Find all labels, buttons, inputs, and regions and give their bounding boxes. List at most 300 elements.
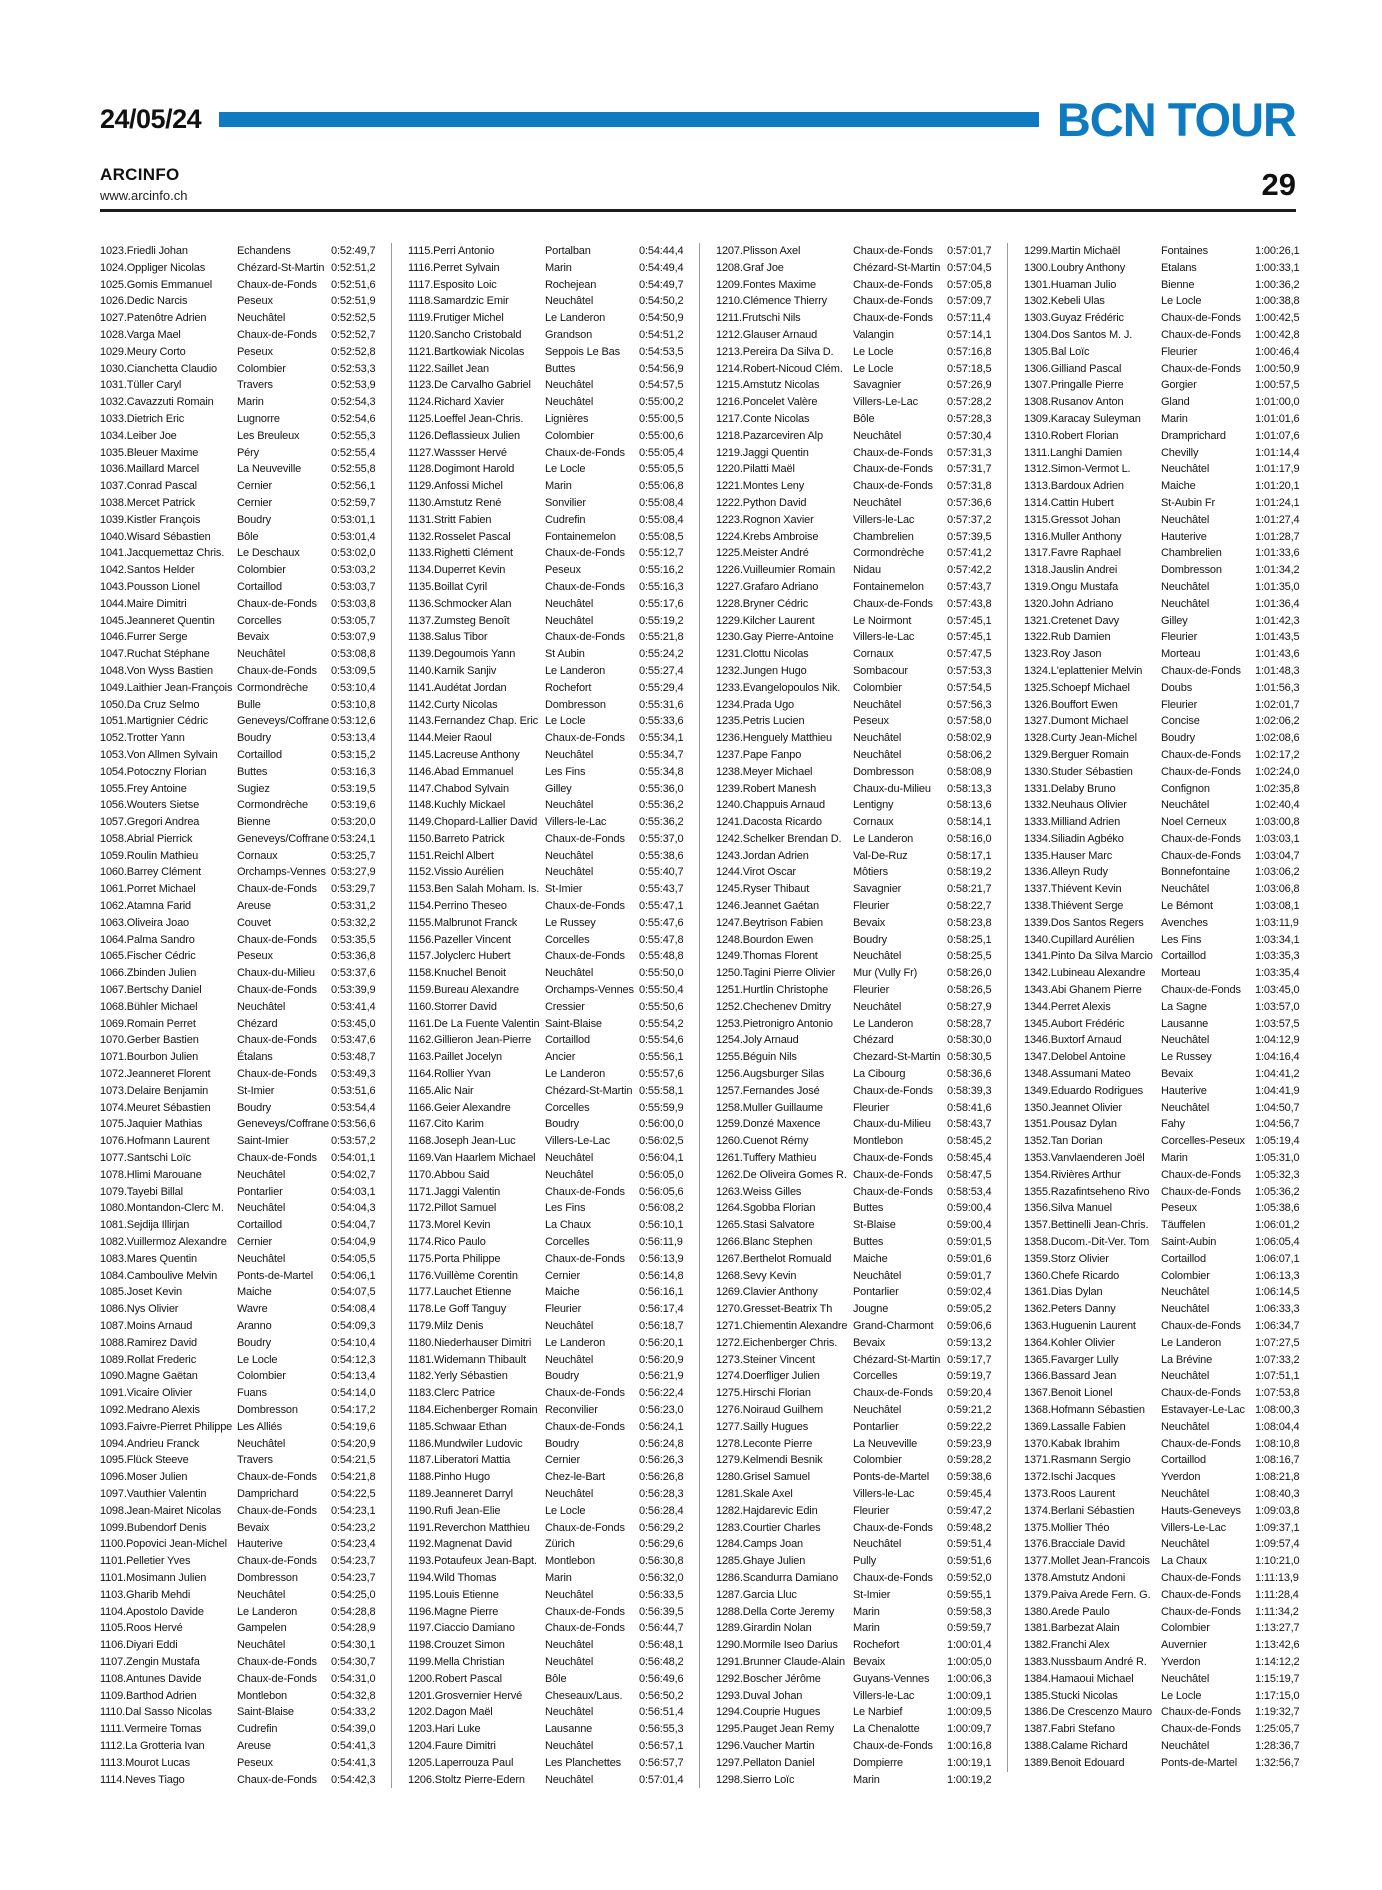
result-location: Saint-Aubin	[1161, 1236, 1217, 1249]
result-row	[100, 411, 383, 428]
result-row	[1024, 1167, 1307, 1184]
result-location: Chaux-de-Fonds	[1161, 1437, 1241, 1450]
result-time: 0:54:49,7	[639, 278, 684, 291]
result-time: 1:00:16,8	[947, 1739, 992, 1752]
result-location: Neuchâtel	[545, 1706, 594, 1719]
result-time: 0:55:43,7	[639, 883, 684, 896]
result-row	[408, 310, 691, 327]
result-location: Cudrefin	[237, 1723, 278, 1736]
result-row	[1024, 613, 1307, 630]
result-row	[100, 982, 383, 999]
result-rank-name: 1089.Rollat Frederic	[100, 1353, 197, 1366]
result-row	[1024, 1570, 1307, 1587]
result-rank-name: 1347.Delobel Antoine	[1024, 1051, 1126, 1064]
result-row	[408, 646, 691, 663]
result-row	[100, 1385, 383, 1402]
result-rank-name: 1337.Thiévent Kevin	[1024, 883, 1122, 896]
result-time: 1:17:15,0	[1255, 1689, 1300, 1702]
result-location: Neuchâtel	[853, 748, 902, 761]
result-time: 0:52:56,1	[331, 480, 376, 493]
result-time: 0:58:28,7	[947, 1017, 992, 1030]
result-rank-name: 1309.Karacay Suleyman	[1024, 412, 1141, 425]
result-rank-name: 1355.Razafintseheno Rivo	[1024, 1185, 1150, 1198]
result-location: Grandson	[545, 328, 593, 341]
result-rank-name: 1330.Studer Sébastien	[1024, 765, 1133, 778]
result-row	[100, 277, 383, 294]
result-time: 1:06:01,2	[1255, 1219, 1300, 1232]
result-row	[716, 1352, 999, 1369]
result-location: Neuchâtel	[1161, 1034, 1210, 1047]
result-location: Fontaines	[1161, 245, 1208, 257]
result-location: Chaux-de-Fonds	[1161, 1320, 1241, 1332]
result-time: 0:57:28,2	[947, 396, 992, 409]
result-rank-name: 1266.Blanc Stephen	[716, 1236, 813, 1249]
result-time: 0:59:51,6	[947, 1555, 992, 1568]
result-time: 0:53:05,7	[331, 614, 376, 627]
result-location: Le Locle	[853, 345, 894, 358]
result-location: Maiche	[853, 1252, 888, 1265]
result-rank-name: 1116.Perret Sylvain	[408, 261, 500, 274]
result-rank-name: 1374.Berlani Sébastien	[1024, 1504, 1135, 1517]
result-rank-name: 1149.Chopard-Lallier David	[408, 816, 538, 829]
result-location: Chaux-de-Fonds	[237, 1152, 317, 1165]
result-time: 1:01:20,1	[1255, 480, 1300, 493]
result-time: 1:25:05,7	[1255, 1723, 1300, 1736]
result-location: Corcelles	[853, 1370, 898, 1383]
result-location: Chaux-du-Milieu	[853, 782, 931, 795]
result-location: Chaux-de-Fonds	[545, 1420, 625, 1433]
result-row	[408, 1200, 691, 1217]
result-rank-name: 1188.Pinho Hugo	[408, 1471, 490, 1484]
result-rank-name: 1356.Silva Manuel	[1024, 1202, 1112, 1215]
result-location: Neuchâtel	[545, 967, 594, 980]
result-time: 0:54:09,3	[331, 1320, 376, 1332]
result-row	[1024, 1049, 1307, 1066]
result-time: 0:56:10,1	[639, 1219, 684, 1232]
result-location: Chambrelien	[853, 530, 914, 543]
result-row	[100, 1772, 383, 1789]
result-location: Colombier	[1161, 1622, 1210, 1635]
result-rank-name: 1182.Yerly Sébastien	[408, 1370, 508, 1383]
result-time: 0:56:05,6	[639, 1185, 684, 1198]
result-row	[1024, 1654, 1307, 1671]
result-rank-name: 1334.Siliadin Agbéko	[1024, 832, 1124, 845]
result-row	[716, 1671, 999, 1688]
result-row	[408, 495, 691, 512]
result-rank-name: 1263.Weiss Gilles	[716, 1185, 802, 1198]
result-rank-name: 1113.Mourot Lucas	[100, 1756, 190, 1769]
result-rank-name: 1372.Ischi Jacques	[1024, 1471, 1116, 1484]
result-row	[100, 1133, 383, 1150]
result-location: Chaux-de-Fonds	[853, 245, 933, 257]
result-rank-name: 1387.Fabri Stefano	[1024, 1723, 1115, 1736]
result-rank-name: 1231.Clottu Nicolas	[716, 648, 809, 661]
result-time: 1:01:36,4	[1255, 597, 1300, 610]
result-location: Chaux-de-Fonds	[853, 1739, 933, 1752]
result-location: Buttes	[237, 765, 268, 778]
result-row	[100, 730, 383, 747]
result-time: 0:57:41,2	[947, 547, 992, 560]
result-time: 0:53:36,8	[331, 950, 376, 963]
result-time: 1:14:12,2	[1255, 1655, 1300, 1668]
result-rank-name: 1129.Anfossi Michel	[408, 480, 503, 493]
result-row	[716, 1066, 999, 1083]
result-row	[408, 1536, 691, 1553]
result-location: Chaux-de-Fonds	[545, 1185, 625, 1198]
result-location: Orchamps-Vennes	[545, 984, 634, 997]
result-location: Neuchâtel	[853, 950, 902, 963]
result-time: 0:56:50,2	[639, 1689, 684, 1702]
result-location: Villers-Le-Lac	[853, 396, 918, 409]
result-location: Chaux-du-Milieu	[853, 1118, 931, 1131]
result-rank-name: 1224.Krebs Ambroise	[716, 530, 819, 543]
result-time: 0:57:45,1	[947, 631, 992, 644]
result-location: Marin	[853, 1605, 880, 1618]
result-location: Chaux-de-Fonds	[545, 1387, 625, 1400]
result-rank-name: 1253.Pietronigro Antonio	[716, 1017, 833, 1030]
result-row	[1024, 730, 1307, 747]
result-rank-name: 1087.Moins Arnaud	[100, 1320, 193, 1332]
result-time: 0:59:05,2	[947, 1303, 992, 1316]
result-time: 0:52:54,6	[331, 412, 376, 425]
result-location: Dombresson	[237, 1571, 298, 1584]
result-location: Villers-le-Lac	[853, 513, 915, 526]
result-location: Chaux-de-Fonds	[1161, 832, 1241, 845]
result-time: 1:00:26,1	[1255, 245, 1300, 257]
result-row	[1024, 965, 1307, 982]
result-row	[408, 797, 691, 814]
result-row	[1024, 1620, 1307, 1637]
result-time: 0:55:08,5	[639, 530, 684, 543]
result-location: Neuchâtel	[545, 748, 594, 761]
result-location: Neuchâtel	[1161, 1370, 1210, 1383]
result-rank-name: 1230.Gay Pierre-Antoine	[716, 631, 834, 644]
result-time: 0:53:56,6	[331, 1118, 376, 1131]
result-row	[716, 293, 999, 310]
result-rank-name: 1204.Faure Dimitri	[408, 1739, 496, 1752]
result-location: Cernier	[545, 1454, 581, 1467]
result-location: Neuchâtel	[1161, 883, 1210, 896]
result-time: 0:55:47,6	[639, 916, 684, 929]
result-time: 0:53:01,1	[331, 513, 376, 526]
result-time: 1:01:17,9	[1255, 463, 1300, 476]
result-location: Chézard-St-Martin	[853, 261, 941, 274]
result-row	[1024, 277, 1307, 294]
result-row	[716, 747, 999, 764]
result-row	[100, 1738, 383, 1755]
result-time: 0:55:50,4	[639, 984, 684, 997]
result-location: Bulle	[237, 698, 261, 711]
result-location: Montlebon	[545, 1555, 596, 1568]
result-rank-name: 1370.Kabak Ibrahim	[1024, 1437, 1120, 1450]
result-location: Lausanne	[545, 1723, 593, 1736]
result-row	[716, 1184, 999, 1201]
result-time: 0:53:45,0	[331, 1017, 376, 1030]
result-row	[716, 1016, 999, 1033]
result-location: Neuchâtel	[853, 496, 902, 509]
result-rank-name: 1091.Vicaire Olivier	[100, 1387, 193, 1400]
result-location: Le Locle	[545, 1504, 586, 1517]
result-location: Morteau	[1161, 648, 1201, 661]
result-row	[716, 310, 999, 327]
result-row	[408, 1604, 691, 1621]
result-row	[1024, 394, 1307, 411]
result-row	[1024, 1469, 1307, 1486]
result-time: 1:03:35,4	[1255, 967, 1300, 980]
result-location: La Cibourg	[853, 1068, 906, 1081]
result-location: Chaux-de-Fonds	[237, 1034, 317, 1047]
result-row	[716, 1301, 999, 1318]
result-rank-name: 1028.Varga Mael	[100, 328, 181, 341]
result-row	[716, 915, 999, 932]
result-location: Neuchâtel	[1161, 463, 1210, 476]
result-location: Lausanne	[1161, 1017, 1209, 1030]
result-row	[1024, 1688, 1307, 1705]
result-location: La Sagne	[1161, 1000, 1207, 1013]
result-rank-name: 1123.De Carvalho Gabriel	[408, 379, 531, 392]
result-location: Cortaillod	[1161, 950, 1206, 963]
result-rank-name: 1353.Vanvlaenderen Joël	[1024, 1152, 1145, 1165]
result-time: 1:00:57,5	[1255, 379, 1300, 392]
result-location: Le Locle	[1161, 295, 1202, 308]
result-rank-name: 1150.Barreto Patrick	[408, 832, 505, 845]
result-time: 0:56:28,4	[639, 1504, 684, 1517]
result-rank-name: 1158.Knuchel Benoit	[408, 967, 506, 980]
result-rank-name: 1229.Kilcher Laurent	[716, 614, 815, 627]
result-rank-name: 1375.Mollier Théo	[1024, 1521, 1110, 1534]
result-row	[716, 1772, 999, 1789]
result-location: Neuchâtel	[853, 698, 902, 711]
result-location: Villers-le-Lac	[853, 1487, 915, 1500]
result-row	[716, 948, 999, 965]
result-time: 1:07:51,1	[1255, 1370, 1300, 1383]
result-row	[408, 394, 691, 411]
result-time: 0:59:02,4	[947, 1286, 992, 1299]
result-time: 1:03:00,8	[1255, 816, 1300, 829]
result-rank-name: 1134.Duperret Kevin	[408, 564, 506, 577]
result-time: 0:52:55,8	[331, 463, 376, 476]
result-time: 0:56:20,9	[639, 1353, 684, 1366]
result-rank-name: 1083.Mares Quentin	[100, 1252, 197, 1265]
result-time: 1:01:43,6	[1255, 648, 1300, 661]
result-time: 1:00:09,1	[947, 1689, 992, 1702]
result-time: 0:56:08,2	[639, 1202, 684, 1215]
result-time: 0:56:26,8	[639, 1471, 684, 1484]
result-time: 1:03:57,5	[1255, 1017, 1300, 1030]
result-time: 0:55:38,6	[639, 849, 684, 862]
result-time: 0:53:03,8	[331, 597, 376, 610]
result-time: 1:00:01,4	[947, 1639, 992, 1652]
result-row	[408, 428, 691, 445]
result-time: 1:04:12,9	[1255, 1034, 1300, 1047]
result-rank-name: 1221.Montes Leny	[716, 480, 805, 493]
result-rank-name: 1261.Tuffery Mathieu	[716, 1152, 817, 1165]
result-time: 0:54:57,5	[639, 379, 684, 392]
result-row	[1024, 545, 1307, 562]
result-row	[100, 965, 383, 982]
result-time: 0:54:41,3	[331, 1756, 376, 1769]
result-location: Gland	[1161, 396, 1190, 409]
result-time: 0:55:27,4	[639, 664, 684, 677]
result-rank-name: 1317.Favre Raphael	[1024, 547, 1121, 560]
result-location: Cernier	[545, 1269, 581, 1282]
result-location: Chaux-de-Fonds	[853, 278, 933, 291]
result-row	[100, 1637, 383, 1654]
result-rank-name: 1147.Chabod Sylvain	[408, 782, 509, 795]
result-rank-name: 1233.Evangelopoulos Nik.	[716, 681, 841, 694]
result-time: 0:54:14,0	[331, 1387, 376, 1400]
result-row	[100, 680, 383, 697]
result-location: Boudry	[237, 513, 271, 526]
result-location: Corcelles	[545, 933, 590, 946]
result-rank-name: 1251.Hurtlin Christophe	[716, 984, 829, 997]
result-time: 0:55:48,8	[639, 950, 684, 963]
result-row	[1024, 411, 1307, 428]
result-row	[716, 814, 999, 831]
result-location: Neuchâtel	[1161, 1739, 1210, 1752]
result-rank-name: 1101.Mosimann Julien	[100, 1571, 207, 1584]
result-time: 1:03:11,9	[1255, 916, 1299, 929]
result-rank-name: 1282.Hajdarevic Edin	[716, 1504, 818, 1517]
result-time: 0:57:42,2	[947, 564, 992, 577]
result-time: 0:53:03,2	[331, 564, 376, 577]
result-row	[1024, 1671, 1307, 1688]
result-location: Neuchâtel	[237, 1202, 286, 1215]
result-time: 1:13:27,7	[1255, 1622, 1300, 1635]
header-accent-bar	[219, 112, 1039, 127]
result-location: Le Landeron	[853, 1017, 914, 1030]
result-rank-name: 1250.Tagini Pierre Olivier	[716, 967, 835, 980]
result-rank-name: 1252.Chechenev Dmitry	[716, 1000, 831, 1013]
result-time: 0:54:30,1	[331, 1639, 376, 1652]
result-time: 0:55:16,2	[639, 564, 684, 577]
result-row	[1024, 529, 1307, 546]
result-time: 0:57:45,1	[947, 614, 992, 627]
result-time: 0:53:48,7	[331, 1051, 376, 1064]
result-rank-name: 1163.Paillet Jocelyn	[408, 1051, 503, 1064]
result-time: 0:58:08,9	[947, 765, 992, 778]
result-time: 1:07:33,2	[1255, 1353, 1300, 1366]
result-location: Geneveys/Coffrane	[237, 832, 330, 845]
result-row	[1024, 1234, 1307, 1251]
result-time: 0:56:21,9	[639, 1370, 684, 1383]
result-row	[1024, 948, 1307, 965]
result-time: 0:55:47,1	[639, 900, 684, 913]
result-time: 0:56:48,1	[639, 1639, 684, 1652]
result-time: 0:55:31,6	[639, 698, 684, 711]
result-location: Cornaux	[237, 849, 278, 862]
result-time: 1:13:42,6	[1255, 1639, 1300, 1652]
result-location: Les Breuleux	[237, 429, 300, 442]
result-time: 0:58:13,3	[947, 782, 992, 795]
result-row	[408, 461, 691, 478]
result-rank-name: 1085.Joset Kevin	[100, 1286, 182, 1299]
result-time: 1:00:09,5	[947, 1706, 992, 1719]
result-location: Chaux-de-Fonds	[853, 1168, 933, 1181]
page-number: 29	[1261, 167, 1296, 202]
result-row	[100, 1049, 383, 1066]
result-rank-name: 1300.Loubry Anthony	[1024, 261, 1126, 274]
result-row	[408, 1671, 691, 1688]
result-location: Neuchâtel	[237, 1588, 286, 1601]
result-time: 0:54:13,4	[331, 1370, 376, 1383]
result-time: 0:54:04,7	[331, 1219, 376, 1232]
result-rank-name: 1315.Gressot Johan	[1024, 513, 1121, 526]
result-rank-name: 1293.Duval Johan	[716, 1689, 803, 1702]
result-time: 0:55:34,7	[639, 748, 684, 761]
result-location: Val-De-Ruz	[853, 849, 908, 862]
result-row	[408, 1133, 691, 1150]
result-row	[716, 1520, 999, 1537]
result-time: 0:58:25,5	[947, 950, 992, 963]
result-time: 0:54:28,8	[331, 1605, 376, 1618]
result-time: 0:54:07,5	[331, 1286, 376, 1299]
result-row	[716, 277, 999, 294]
result-time: 0:59:58,3	[947, 1605, 992, 1618]
result-time: 0:58:23,8	[947, 916, 992, 929]
result-rank-name: 1126.Deflassieux Julien	[408, 429, 520, 442]
result-row	[100, 1184, 383, 1201]
result-rank-name: 1031.Tüller Caryl	[100, 379, 182, 392]
result-location: Neuchâtel	[545, 1588, 594, 1601]
result-location: Fahy	[1161, 1118, 1185, 1131]
result-rank-name: 1042.Santos Helder	[100, 564, 195, 577]
result-rank-name: 1346.Buxtorf Arnaud	[1024, 1034, 1122, 1047]
result-time: 0:55:00,5	[639, 412, 684, 425]
result-time: 0:53:19,6	[331, 799, 376, 812]
result-row	[100, 663, 383, 680]
result-row	[408, 1150, 691, 1167]
result-rank-name: 1208.Graf Joe	[716, 261, 784, 274]
result-location: Bôle	[853, 412, 875, 425]
result-location: Cernier	[237, 496, 273, 509]
result-rank-name: 1359.Storz Olivier	[1024, 1252, 1109, 1265]
result-row	[1024, 1335, 1307, 1352]
result-rank-name: 1181.Widemann Thibault	[408, 1353, 526, 1366]
result-rank-name: 1168.Joseph Jean-Luc	[408, 1135, 516, 1148]
result-time: 0:52:53,9	[331, 379, 376, 392]
result-time: 1:15:19,7	[1255, 1672, 1300, 1685]
result-time: 0:57:43,8	[947, 597, 992, 610]
result-row	[1024, 1184, 1307, 1201]
result-time: 1:01:07,6	[1255, 429, 1300, 442]
result-rank-name: 1200.Robert Pascal	[408, 1672, 502, 1685]
result-row	[408, 361, 691, 378]
result-time: 0:53:02,0	[331, 547, 376, 560]
result-rank-name: 1223.Rognon Xavier	[716, 513, 814, 526]
result-location: Chaux-de-Fonds	[237, 1672, 317, 1685]
result-row	[1024, 293, 1307, 310]
result-rank-name: 1368.Hofmann Sébastien	[1024, 1403, 1145, 1416]
result-time: 0:56:55,3	[639, 1723, 684, 1736]
result-rank-name: 1153.Ben Salah Moham. Is.	[408, 883, 540, 896]
result-location: Cormondrèche	[237, 799, 308, 812]
result-time: 1:10:21,0	[1255, 1555, 1300, 1568]
result-row	[1024, 864, 1307, 881]
result-time: 0:54:23,7	[331, 1571, 376, 1584]
result-row	[100, 613, 383, 630]
result-rank-name: 1137.Zumsteg Benoît	[408, 614, 510, 627]
result-row	[716, 1553, 999, 1570]
result-row	[100, 428, 383, 445]
result-rank-name: 1257.Fernandes José	[716, 1084, 820, 1097]
result-rank-name: 1232.Jungen Hugo	[716, 664, 807, 677]
result-time: 0:58:26,5	[947, 984, 992, 997]
result-location: Neuchâtel	[1161, 1538, 1210, 1551]
result-row	[1024, 1200, 1307, 1217]
result-location: Bevaix	[237, 1521, 270, 1534]
result-time: 0:57:04,5	[947, 261, 992, 274]
